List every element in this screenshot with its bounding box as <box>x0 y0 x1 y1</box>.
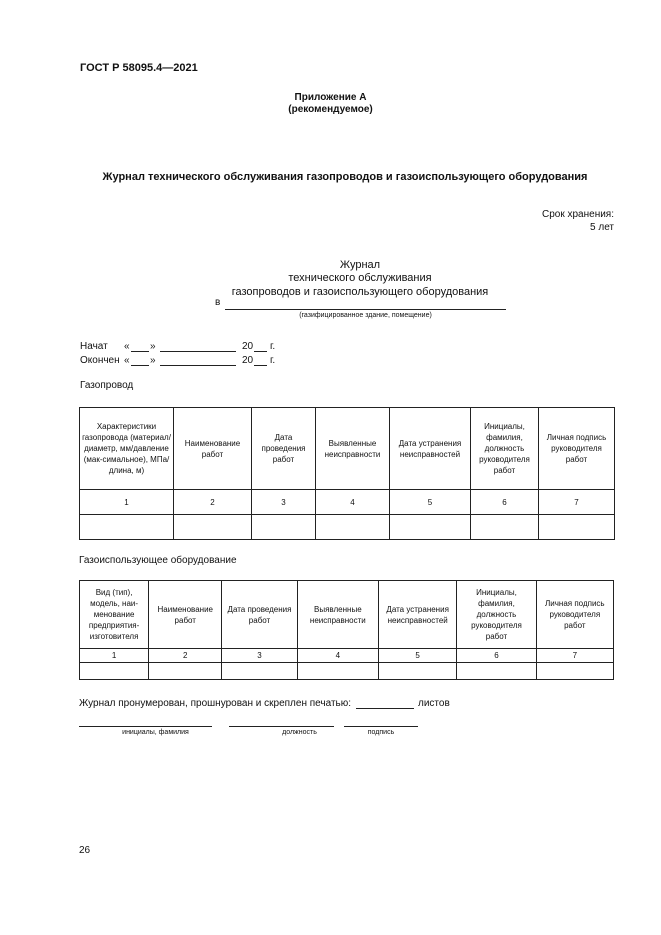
gas-equipment-table <box>79 580 614 680</box>
column-number-row <box>80 649 614 663</box>
retention-period <box>542 208 614 234</box>
header-cell: Наименование работ <box>149 581 222 649</box>
building-caption: (газифицированное здание, помещение) <box>299 312 432 319</box>
header-cell: Личная подпись руководителя работ <box>536 581 613 649</box>
table-row <box>80 663 614 680</box>
column-number: 6 <box>471 490 539 515</box>
column-number: 1 <box>80 490 174 515</box>
finished-century: 20 <box>242 355 254 366</box>
finished-day-field[interactable] <box>131 365 149 366</box>
cover-line-1: Журнал <box>339 259 381 271</box>
cover-line-2: технического обслуживания <box>288 272 432 284</box>
table-header-row <box>80 581 614 649</box>
appendix-subtitle: (рекомендуемое) <box>288 104 373 115</box>
standard-header: ГОСТ Р 58095.4—2021 <box>80 62 198 74</box>
column-number: 2 <box>174 490 252 515</box>
journal-title: Журнал технического обслуживания газопроводов и газоиспользующего оборудования <box>102 171 588 183</box>
column-number: 7 <box>536 649 613 663</box>
name-signature-line[interactable] <box>79 726 212 727</box>
header-cell: Дата проведения работ <box>222 581 297 649</box>
entry-cell[interactable] <box>390 515 471 540</box>
column-number: 3 <box>222 649 297 663</box>
column-number-row <box>80 490 615 515</box>
entry-cell[interactable] <box>316 515 390 540</box>
building-field[interactable] <box>225 309 506 310</box>
quote-close: » <box>150 355 156 366</box>
position-caption: должность <box>282 729 317 736</box>
sign-line[interactable] <box>344 726 418 727</box>
header-cell: Личная подпись руководителя работ <box>539 408 615 490</box>
column-number: 4 <box>297 649 378 663</box>
cover-line-3: газопроводов и газоиспользующего оборудования <box>231 286 489 298</box>
gas-pipeline-caption: Газопровод <box>80 380 134 391</box>
header-cell: Наименование работ <box>174 408 252 490</box>
header-cell: Инициалы, фамилия, должность руководителя работ <box>471 408 539 490</box>
header-cell: Характеристики газопровода (материал/диаметр, мм/давление (мак-симальное), МПа/длина, м) <box>80 408 174 490</box>
retention-label: Срок хранения: <box>541 209 614 220</box>
finished-year-suffix: г. <box>270 355 276 366</box>
started-day-field[interactable] <box>131 351 149 352</box>
retention-value: 5 лет <box>590 222 614 233</box>
entry-cell[interactable] <box>80 515 174 540</box>
entry-cell[interactable] <box>174 515 252 540</box>
column-number: 3 <box>252 490 316 515</box>
header-cell: Вид (тип), модель, наи-менование предприятия-изготовителя <box>80 581 149 649</box>
entry-cell[interactable] <box>80 663 149 680</box>
appendix-title: Приложение А <box>294 92 367 103</box>
page-number: 26 <box>79 845 91 856</box>
finished-year-field[interactable] <box>254 365 267 366</box>
position-signature-line[interactable] <box>229 726 334 727</box>
entry-cell[interactable] <box>252 515 316 540</box>
table-header-row <box>80 408 615 490</box>
started-year-suffix: г. <box>270 341 276 352</box>
header-cell: Дата проведения работ <box>252 408 316 490</box>
table-row <box>80 515 615 540</box>
sealed-statement: Журнал пронумерован, прошнурован и скреплен печатью: <box>79 698 352 709</box>
started-label: Начат <box>80 341 108 352</box>
sheets-label: листов <box>418 698 450 709</box>
column-number: 6 <box>457 649 536 663</box>
sheet-count-field[interactable] <box>356 708 414 709</box>
column-number: 7 <box>539 490 615 515</box>
name-caption: инициалы, фамилия <box>122 729 189 736</box>
quote-open: « <box>124 355 130 366</box>
header-cell: Выявленные неисправности <box>316 408 390 490</box>
column-number: 4 <box>316 490 390 515</box>
entry-cell[interactable] <box>536 663 613 680</box>
column-number: 5 <box>379 649 457 663</box>
entry-cell[interactable] <box>297 663 378 680</box>
entry-cell[interactable] <box>539 515 615 540</box>
column-number: 1 <box>80 649 149 663</box>
quote-close: » <box>150 341 156 352</box>
finished-month-field[interactable] <box>160 365 236 366</box>
column-number: 2 <box>149 649 222 663</box>
started-century: 20 <box>242 341 254 352</box>
entry-cell[interactable] <box>149 663 222 680</box>
entry-cell[interactable] <box>471 515 539 540</box>
column-number: 5 <box>390 490 471 515</box>
finished-label: Окончен <box>80 355 120 366</box>
cover-in-label: в <box>215 297 221 308</box>
header-cell: Выявленные неисправности <box>297 581 378 649</box>
header-cell: Инициалы, фамилия, должность руководителя работ <box>457 581 536 649</box>
started-year-field[interactable] <box>254 351 267 352</box>
entry-cell[interactable] <box>457 663 536 680</box>
quote-open: « <box>124 341 130 352</box>
entry-cell[interactable] <box>222 663 297 680</box>
gas-pipeline-table <box>79 407 615 540</box>
sign-caption: подпись <box>367 729 395 736</box>
entry-cell[interactable] <box>379 663 457 680</box>
header-cell: Дата устранения неисправностей <box>390 408 471 490</box>
header-cell: Дата устранения неисправностей <box>379 581 457 649</box>
gas-equipment-caption: Газоиспользующее оборудование <box>79 555 237 566</box>
started-month-field[interactable] <box>160 351 236 352</box>
